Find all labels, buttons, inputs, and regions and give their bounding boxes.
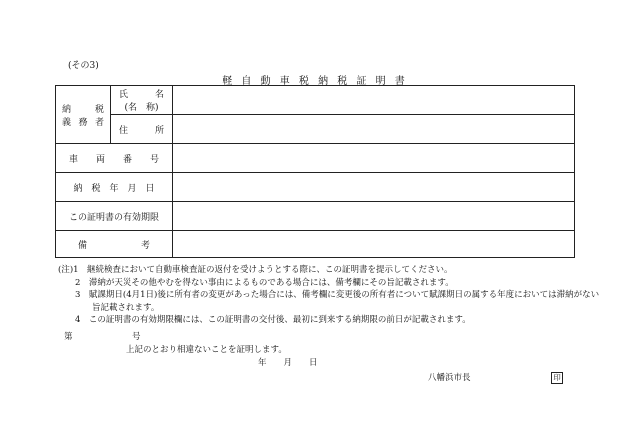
payment-date-field[interactable]	[173, 173, 575, 202]
form-number: (その3)	[68, 61, 99, 71]
note-2: 2 滞納が天災その他やむを得ない事由によるものである場合には、備考欄にその旨記載されます。	[58, 277, 454, 288]
address-field[interactable]	[173, 115, 575, 144]
certification-statement: 上記のとおり相違ないことを証明します。	[126, 345, 287, 355]
vehicle-number-label: 車 両 番 号	[56, 144, 173, 173]
note-3: 3 賦課期日(4月1日)後に所有者の変更があった場合には、備考欄に変更後の所有者について賦課期日の属する年度においては滞納がない	[58, 290, 600, 300]
note-1: (注)1 継続検査において自動車検査証の返付を受けようとする際に、この証明書を提示してください。	[58, 265, 453, 275]
issue-date: 年 月 日	[258, 358, 318, 368]
name-field[interactable]	[173, 86, 575, 115]
vehicle-number-field[interactable]	[173, 144, 575, 173]
validity-field[interactable]	[173, 202, 575, 231]
taxpayer-label: 納 税 義 務 者	[56, 86, 111, 144]
payment-date-label: 納 税 年 月 日	[56, 173, 173, 202]
seal-stamp: 印	[551, 372, 563, 384]
certificate-number: 第 号	[64, 332, 141, 342]
remarks-field[interactable]	[173, 231, 575, 258]
notes	[58, 264, 599, 327]
certificate-table	[55, 85, 575, 258]
name-label: 氏 名 (名 称)	[111, 86, 173, 115]
document-title: 軽 自 動 車 税 納 税 証 明 書	[222, 76, 408, 87]
remarks-label: 備 考	[56, 231, 173, 258]
note-3-continued: 旨記載されます。	[58, 302, 160, 313]
note-4: 4 この証明書の有効期限欄には、この証明書の交付後、最初に到来する納期限の前日が記載されます。	[58, 315, 471, 325]
validity-label: この証明書の有効期限	[56, 202, 173, 231]
issuer-name: 八幡浜市長	[428, 373, 471, 383]
address-label: 住 所	[111, 115, 173, 144]
